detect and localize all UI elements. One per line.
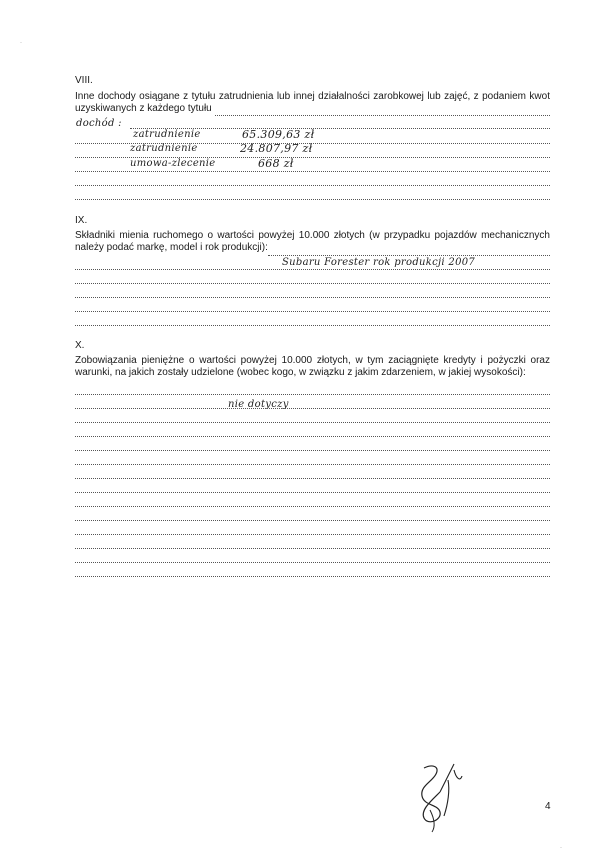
section-viii-number: VIII. (75, 75, 93, 86)
dotted-line (75, 393, 550, 395)
handwritten-vehicle: Subaru Forester rok produkcji 2007 (282, 257, 476, 268)
section-ix (75, 215, 550, 254)
income-entry-label: umowa-zlecenie (130, 158, 216, 169)
dotted-line (75, 547, 550, 549)
section-viii (75, 75, 550, 115)
signature-icon (410, 760, 470, 835)
scan-mark: · (560, 845, 562, 851)
income-entry-amount: 668 zł (258, 157, 294, 170)
dotted-line (75, 184, 550, 186)
section-x (75, 340, 550, 379)
dotted-line (75, 324, 550, 326)
income-entry-amount: 24.807,97 zł (240, 142, 313, 155)
page-number: 4 (545, 801, 551, 812)
dotted-line (75, 310, 550, 312)
dotted-line (75, 435, 550, 437)
dotted-line (75, 198, 550, 200)
dotted-line (75, 296, 550, 298)
dotted-line (75, 449, 550, 451)
section-ix-text: Składniki mienia ruchomego o wartości powyżej 10.000 złotych (w przypadku pojazdów mechanicznych należy podać markę, model i rok produkcji): (75, 230, 550, 253)
dotted-line (75, 170, 550, 172)
handwritten-income-prefix: dochód : (76, 118, 122, 129)
dotted-line (75, 575, 550, 577)
scan-mark: · (20, 40, 22, 46)
income-entry-amount: 65.309,63 zł (242, 128, 315, 141)
dotted-line (75, 561, 550, 563)
section-ix-number: IX. (75, 215, 88, 226)
dotted-line (75, 519, 550, 521)
dotted-line (75, 477, 550, 479)
dotted-line (75, 407, 550, 409)
dotted-line (75, 505, 550, 507)
dotted-line (75, 421, 550, 423)
section-viii-text: Inne dochody osiągane z tytułu zatrudnienia lub innej działalności zarobkowej lub zajęć, z podaniem kwot uzyskiwanych z każdego tytułu (75, 91, 550, 114)
income-entry-label: zatrudnienie (130, 143, 198, 154)
handwritten-liabilities: nie dotyczy (228, 399, 289, 410)
dotted-line (268, 254, 550, 256)
income-entry-label: zatrudnienie (133, 129, 201, 140)
dotted-line (215, 114, 550, 116)
dotted-line (75, 463, 550, 465)
dotted-line (75, 282, 550, 284)
dotted-line (75, 533, 550, 535)
dotted-line (75, 491, 550, 493)
dotted-line (75, 268, 550, 270)
section-x-text: Zobowiązania pieniężne o wartości powyżej 10.000 złotych, w tym zaciągnięte kredyty i pożyczki oraz warunki, na jakich zostały udzielone (wobec kogo, w związku z jakim zdarzeniem, w jakiej wysokości): (75, 355, 550, 378)
section-x-number: X. (75, 340, 85, 351)
